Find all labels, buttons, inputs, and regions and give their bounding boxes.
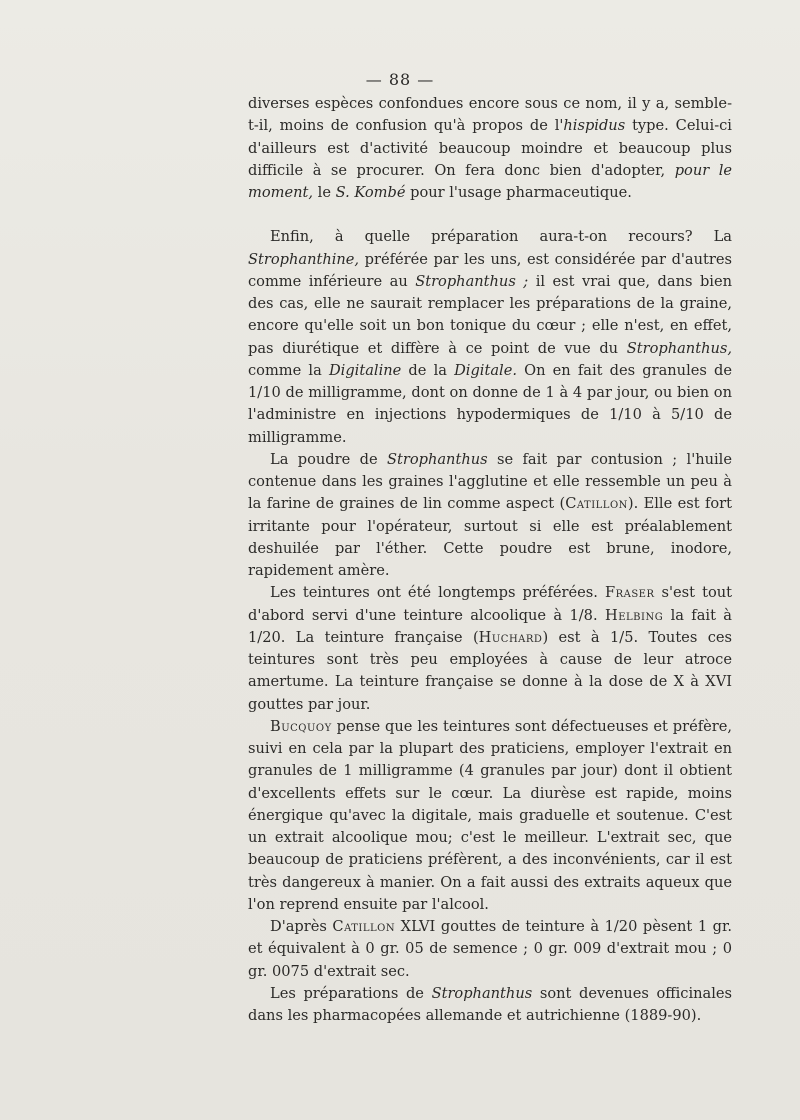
paragraph-5: Bucquoy pense que les teintures sont défectueuses et préfère, suivi en cela par la plupart des praticiens, employer l'extrait en granules de 1 milligramme (4 granules par jour) dont il obtient d'excellents effets sur le cœur. La diurèse est rapide, moins énergique qu'avec la digitale, mais graduelle et soutenue. C'est un extrait alcoolique mou; c'est le meilleur. L'extrait sec, que beaucoup de praticiens préfèrent, a des inconvénients, car il est très dangereux à manier. On a fait aussi des extraits aqueux que l'on reprend ensuite par l'alcool.	[248, 717, 732, 913]
body-text	[248, 93, 732, 1027]
author-name: Helbing	[604, 606, 664, 624]
italic-term: Strophanthus	[431, 984, 533, 1002]
italic-term: Digitale.	[454, 361, 517, 379]
italic-term: Strophanthus,	[626, 339, 732, 357]
italic-term: Strophanthus ;	[415, 272, 529, 290]
paragraph-1: diverses espèces confondues encore sous ce nom, il y a, semble-t-il, moins de confusion qu'à propos de l'hispidus type. Celui-ci d'ailleurs est d'activité beaucoup moindre et beaucoup plus difficile à se procurer. On fera donc bien d'adopter, pour le moment, le S. Kombé pour l'usage pharmaceutique.	[248, 95, 732, 201]
italic-phrase: pour le moment,	[248, 161, 732, 201]
paragraph-gap	[248, 204, 732, 226]
author-name: Catillon	[565, 495, 628, 513]
paragraph-2: Enfin, à quelle préparation aura-t-on recours? La Strophanthine, préférée par les uns, est considérée par d'autres comme inférieure au Strophanthus ; il est vrai que, dans bien des cas, elle ne saurait remplacer les préparations de la graine, encore qu'elle soit un bon tonique du cœur ; elle n'est, en effet, pas diurétique et diffère à ce point de vue du Strophanthus, comme la Digitaline de la Digitale. On en fait des granules de 1/10 de milligramme, dont on donne de 1 à 4 par jour, ou bien on l'administre en injections hypodermiques de 1/10 à 5/10 de milligramme.	[248, 228, 732, 446]
paragraph-6: D'après Catillon XLVI gouttes de teinture à 1/20 pèsent 1 gr. et équivalent à 0 gr. 05 de semence ; 0 gr. 009 d'extrait mou ; 0 gr. 0075 d'extrait sec.	[248, 918, 733, 980]
author-name: Huchard	[478, 628, 543, 646]
italic-term: S. Kombé	[335, 184, 406, 201]
paragraph-7: Les préparations de Strophanthus sont devenues officinales dans les pharmacopées allemande et autrichienne (1889-90).	[248, 984, 733, 1024]
author-name: Bucquoy	[270, 717, 332, 735]
italic-term: Digitaline	[328, 361, 402, 379]
page-number: — 88 —	[365, 70, 435, 89]
italic-term: hispidus	[563, 117, 626, 135]
paragraph-4: Les teintures ont été longtemps préférées. Fraser s'est tout d'abord servi d'une teinture alcoolique à 1/8. Helbing la fait à 1/20. La teinture française (Huchard) est à 1/5. Toutes ces teintures sont très peu employées à cause de leur atroce amertume. La teinture française se donne à la dose de X à XVI gouttes par jour.	[248, 584, 733, 713]
paragraph-3: La poudre de Strophanthus se fait par contusion ; l'huile contenue dans les graines l'agglutine et elle ressemble un peu à la farine de graines de lin comme aspect (Catillon). Elle est fort irritante pour l'opérateur, surtout si elle est préalablement deshuilée par l'éther. Cette poudre est brune, inodore, rapidement amère.	[248, 450, 732, 579]
author-name: Catillon	[332, 918, 396, 935]
author-name: Fraser	[604, 584, 655, 602]
italic-term: Strophanthine,	[248, 250, 360, 268]
italic-term: Strophanthus	[386, 450, 488, 468]
